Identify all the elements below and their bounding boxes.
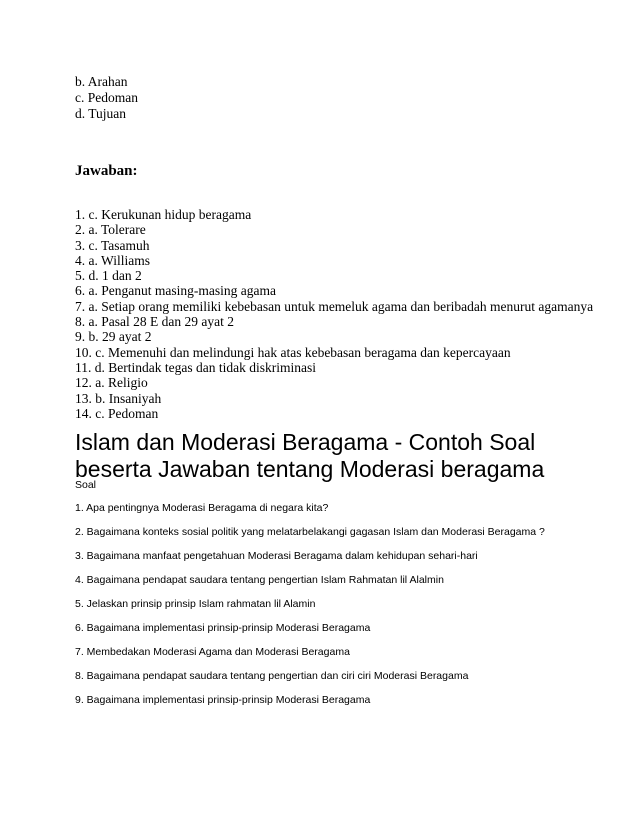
answer-item: 10. c. Memenuhi dan melindungi hak atas kebebasan beragama dan kepercayaan: [75, 344, 511, 360]
answer-item: 11. d. Bertindak tegas dan tidak diskriminasi: [75, 359, 316, 375]
answer-item: 6. a. Penganut masing-masing agama: [75, 283, 276, 299]
answer-item: 2. a. Tolerare: [75, 222, 146, 238]
question-item: 7. Membedakan Moderasi Agama dan Moderasi Beragama: [75, 646, 350, 658]
question-item: 2. Bagaimana konteks sosial politik yang melatarbelakangi gagasan Islam dan Moderasi Beragama ?: [75, 526, 545, 538]
answer-item: 8. a. Pasal 28 E dan 29 ayat 2: [75, 314, 234, 330]
option-item: d. Tujuan: [75, 106, 127, 121]
question-item: 9. Bagaimana implementasi prinsip-prinsip Moderasi Beragama: [75, 694, 371, 706]
answer-options-list: [75, 74, 605, 122]
section-title: Islam dan Moderasi Beragama - Contoh Soal beserta Jawaban tentang Moderasi beragama: [75, 429, 545, 482]
option-item: b. Arahan: [75, 74, 128, 89]
answer-item: 4. a. Williams: [75, 252, 150, 268]
question-item: 6. Bagaimana implementasi prinsip-prinsip Moderasi Beragama: [75, 622, 371, 634]
question-item: 1. Apa pentingnya Moderasi Beragama di negara kita?: [75, 502, 329, 514]
answer-item: 13. b. Insaniyah: [75, 390, 162, 406]
question-item: 3. Bagaimana manfaat pengetahuan Moderasi Beragama dalam kehidupan sehari-hari: [75, 550, 478, 562]
question-item: 4. Bagaimana pendapat saudara tentang pengertian Islam Rahmatan lil Alalmin: [75, 574, 444, 586]
question-item: 5. Jelaskan prinsip prinsip Islam rahmatan lil Alamin: [75, 598, 316, 610]
answer-item: 7. a. Setiap orang memiliki kebebasan untuk memeluk agama dan beribadah menurut agamanya: [75, 298, 594, 314]
question-list: [75, 502, 605, 718]
answer-item: 3. c. Tasamuh: [75, 237, 150, 253]
answer-item: 1. c. Kerukunan hidup beragama: [75, 207, 252, 222]
answer-item: 14. c. Pedoman: [75, 405, 159, 421]
option-item: c. Pedoman: [75, 90, 138, 105]
answer-item: 5. d. 1 dan 2: [75, 268, 142, 284]
answer-key-list: [75, 207, 605, 421]
section-subtitle: Soal: [75, 479, 97, 491]
answer-item: 9. b. 29 ayat 2: [75, 329, 152, 345]
answer-item: 12. a. Religio: [75, 375, 148, 391]
answer-heading: Jawaban:: [75, 163, 138, 179]
question-item: 8. Bagaimana pendapat saudara tentang pengertian dan ciri ciri Moderasi Beragama: [75, 670, 469, 682]
